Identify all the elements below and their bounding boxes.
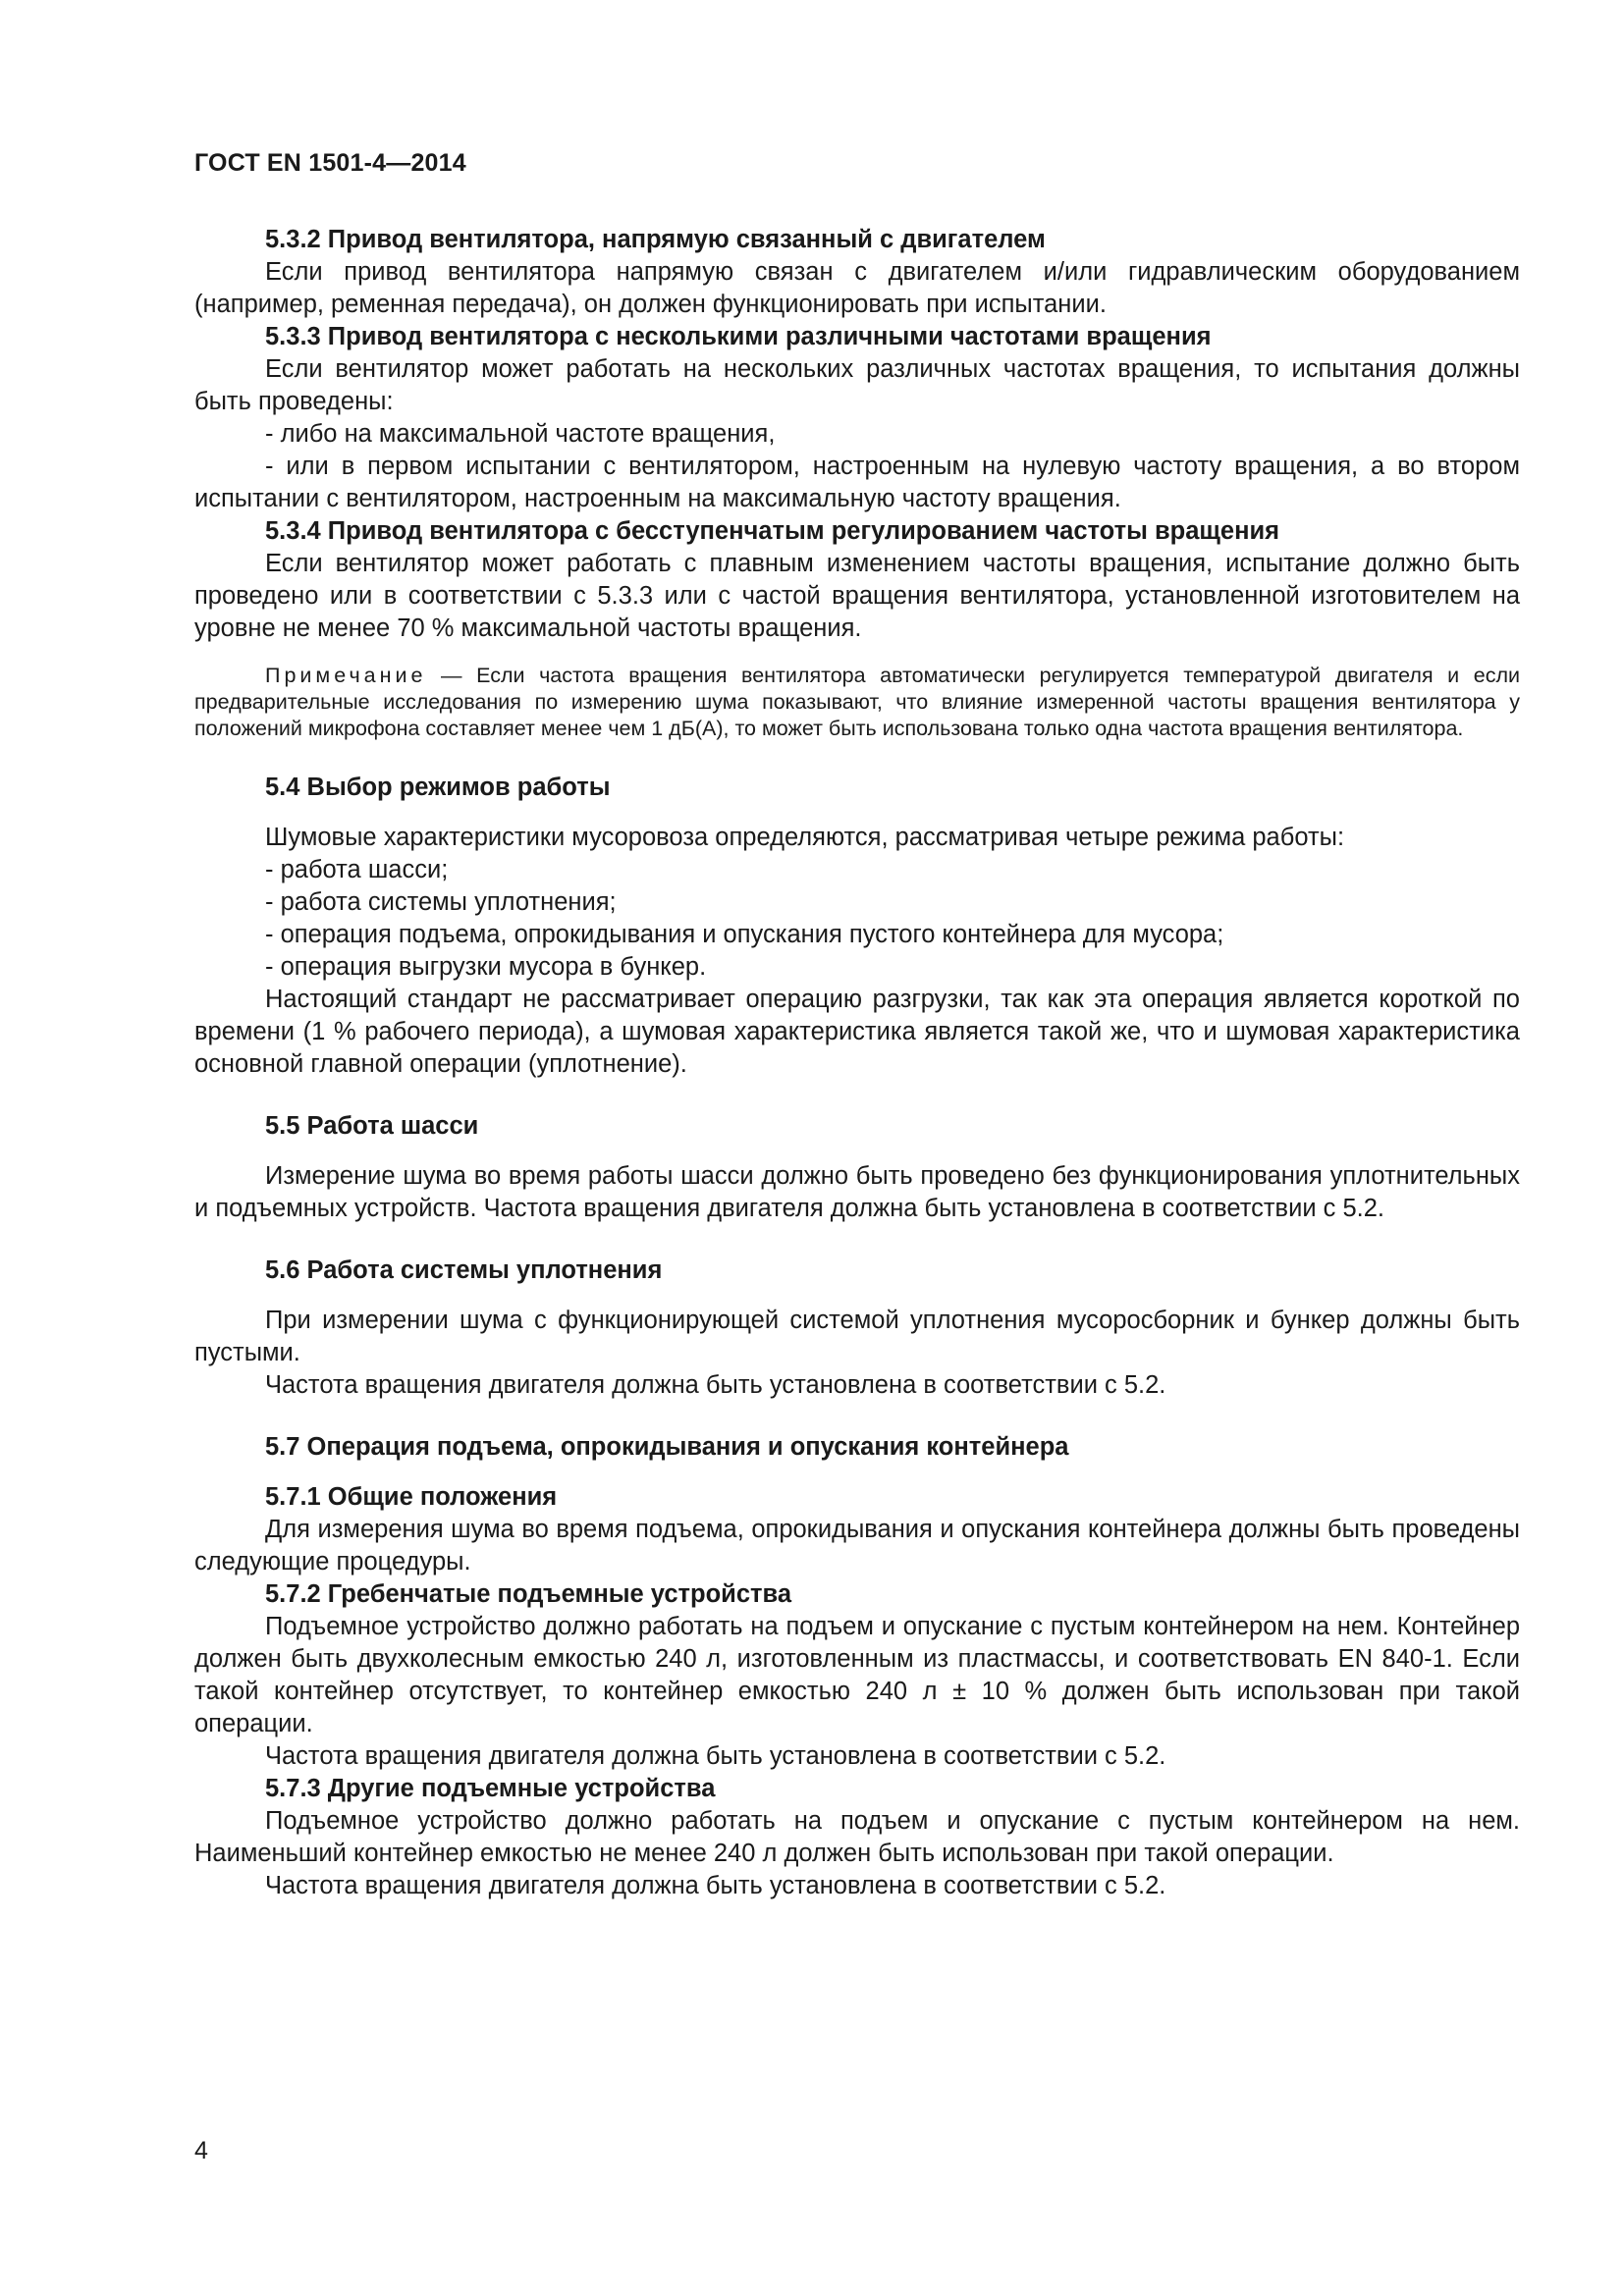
paragraph: Подъемное устройство должно работать на подъем и опускание с пустым контейнером на нем. Контейнер должен быть двухколесным емкостью 240 л, изготовленным из пластмассы, и соответствовать EN 840-1. Если такой контейнер отсутствует, то контейнер емкостью 240 л ± 10 % должен быть использован при такой операции. bbox=[194, 1613, 1520, 1737]
paragraph: Частота вращения двигателя должна быть установлена в соответствии с 5.2. bbox=[265, 1371, 1166, 1399]
heading-5-4: 5.4 Выбор режимов работы bbox=[265, 774, 611, 801]
heading-5-3-4: 5.3.4 Привод вентилятора с бесступенчатым регулированием частоты вращения bbox=[265, 517, 1280, 545]
paragraph: Измерение шума во время работы шасси должно быть проведено без функционирования уплотнительных и подъемных устройств. Частота вращения двигателя должна быть установлена в соответствии с 5.2. bbox=[194, 1162, 1520, 1222]
paragraph: Подъемное устройство должно работать на подъем и опускание с пустым контейнером на нем. Наименьший контейнер емкостью не менее 240 л должен быть использован при такой операции. bbox=[194, 1807, 1520, 1867]
list-item: - или в первом испытании с вентилятором, настроенным на нулевую частоту вращения, а во втором испытании с вентилятором, настроенным на максимальную частоту вращения. bbox=[194, 453, 1520, 512]
note bbox=[194, 663, 1520, 742]
heading-5-7-3: 5.7.3 Другие подъемные устройства bbox=[265, 1775, 716, 1802]
heading-5-3-2: 5.3.2 Привод вентилятора, напрямую связанный с двигателем bbox=[265, 226, 1046, 253]
page-number: 4 bbox=[194, 2137, 208, 2164]
heading-5-3-3: 5.3.3 Привод вентилятора с несколькими различными частотами вращения bbox=[265, 323, 1212, 350]
heading-5-7-2: 5.7.2 Гребенчатые подъемные устройства bbox=[265, 1580, 792, 1608]
note-label: Примечание bbox=[265, 664, 427, 687]
paragraph: Шумовые характеристики мусоровоза определяются, рассматривая четыре режима работы: bbox=[265, 824, 1345, 851]
list-item: - работа системы уплотнения; bbox=[265, 888, 617, 916]
list-item: - либо на максимальной частоте вращения, bbox=[265, 420, 776, 448]
heading-5-6: 5.6 Работа системы уплотнения bbox=[265, 1256, 663, 1284]
paragraph: Если вентилятор может работать на нескольких различных частотах вращения, то испытания должны быть проведены: bbox=[194, 355, 1520, 415]
paragraph: Если привод вентилятора напрямую связан с двигателем и/или гидравлическим оборудованием (например, ременная передача), он должен функционировать при испытании. bbox=[194, 258, 1520, 318]
document-body bbox=[194, 224, 1520, 1902]
paragraph: Частота вращения двигателя должна быть установлена в соответствии с 5.2. bbox=[265, 1742, 1166, 1770]
paragraph: Частота вращения двигателя должна быть установлена в соответствии с 5.2. bbox=[265, 1872, 1166, 1899]
paragraph: Настоящий стандарт не рассматривает операцию разгрузки, так как эта операция является короткой по времени (1 % рабочего периода), а шумовая характеристика является такой же, что и шумовая характеристика основной главной операции (уплотнение). bbox=[194, 986, 1520, 1078]
heading-5-5: 5.5 Работа шасси bbox=[265, 1112, 479, 1140]
paragraph: Для измерения шума во время подъема, опрокидывания и опускания контейнера должны быть проведены следующие процедуры. bbox=[194, 1516, 1520, 1575]
paragraph: При измерении шума с функционирующей системой уплотнения мусоросборник и бункер должны быть пустыми. bbox=[194, 1307, 1520, 1366]
standard-designation: ГОСТ EN 1501-4—2014 bbox=[194, 149, 466, 177]
heading-5-7-1: 5.7.1 Общие положения bbox=[265, 1483, 558, 1511]
note-text: — Если частота вращения вентилятора автоматически регулируется температурой двигателя и если предварительные исследования по измерению шума показывают, что влияние измеренной частоты вращения вентилятора у положений микрофона составляет менее чем 1 дБ(А), то может быть использована только одна частота вращения вентилятора. bbox=[194, 664, 1520, 740]
list-item: - операция выгрузки мусора в бункер. bbox=[265, 953, 707, 981]
heading-5-7: 5.7 Операция подъема, опрокидывания и опускания контейнера bbox=[265, 1433, 1069, 1461]
list-item: - работа шасси; bbox=[265, 856, 449, 883]
list-item: - операция подъема, опрокидывания и опускания пустого контейнера для мусора; bbox=[265, 921, 1224, 948]
paragraph: Если вентилятор может работать с плавным изменением частоты вращения, испытание должно быть проведено или в соответствии с 5.3.3 или с частой вращения вентилятора, установленной изготовителем на уровне не менее 70 % максимальной частоты вращения. bbox=[194, 550, 1520, 642]
